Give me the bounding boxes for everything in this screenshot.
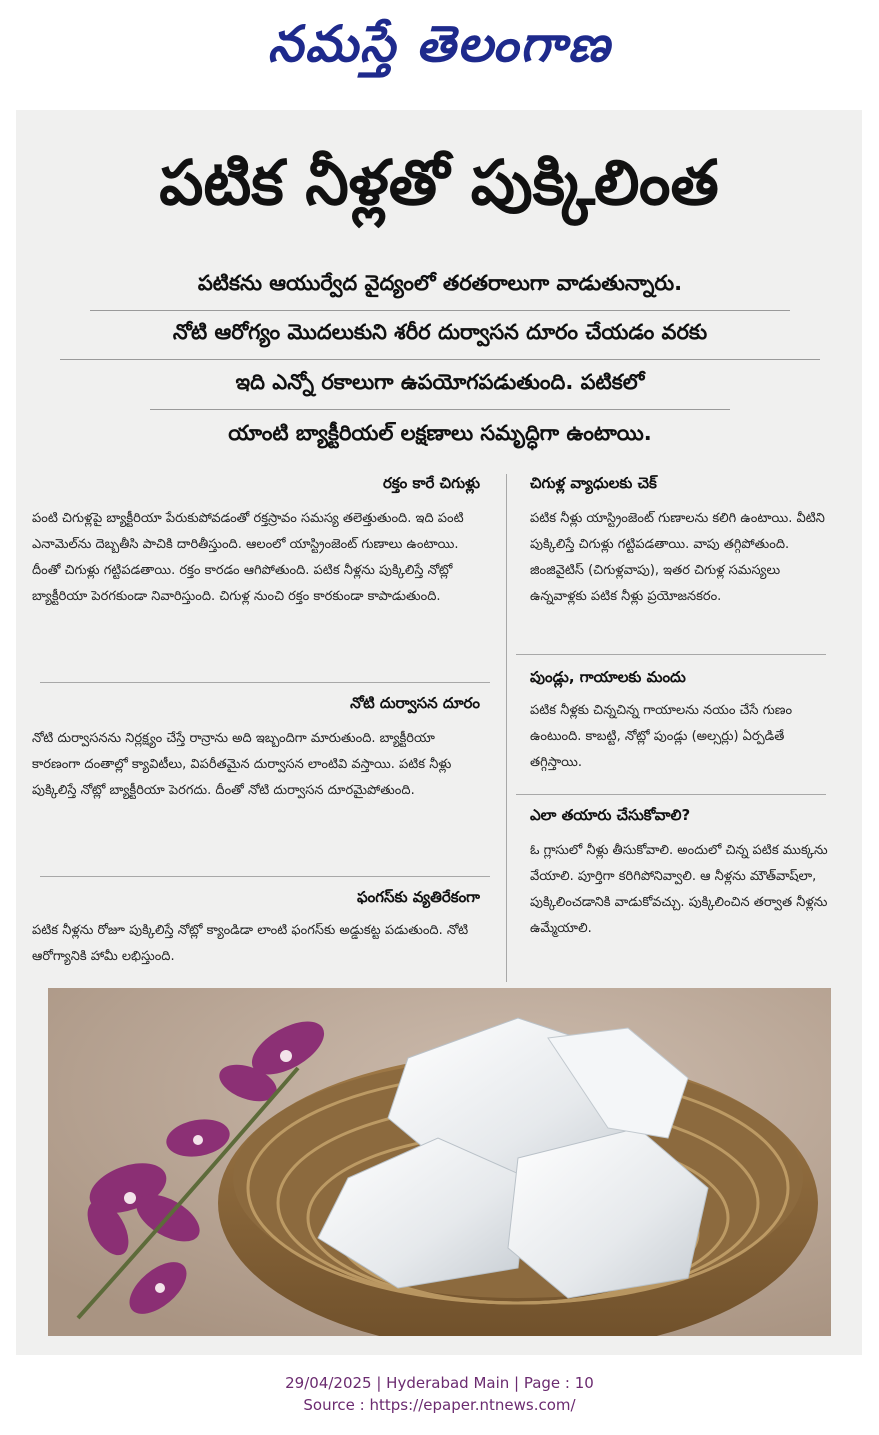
section-title-bleeding-gums: రక్తం కారే చిగుళ్లు bbox=[382, 474, 480, 492]
deck-line-4: యాంటి బ్యాక్టీరియల్ లక్షణాలు సమృద్ధిగా ఉంటాయి. bbox=[228, 421, 652, 445]
section-body-gum-disease: పటిక నీళ్లు యాస్ట్రింజెంట్ గుణాలను కలిగి ఉంటాయి. వీటిని పుక్కిలిస్తే చిగుళ్లు గట్టిపడతాయి. వాపు తగ్గిపోతుంది. జింజివైటిస్ (చిగుళ్లవాపు), ఇతర చిగుళ్ల సమస్యలు ఉన్నవాళ్లకు పటిక నీళ్లు ప్రయోజనకరం. bbox=[530, 511, 825, 604]
section-divider bbox=[40, 876, 490, 877]
deck-rule bbox=[60, 359, 820, 360]
section-body-wounds: పటిక నీళ్లకు చిన్నచిన్న గాయాలను నయం చేసే గుణం ఉంటుంది. కాబట్టి, నోట్లో పుండ్లు (అల్సర్లు) ఏర్పడితే తగ్గిస్తాయి. bbox=[530, 703, 793, 770]
section-title-gum-disease: చిగుళ్ల వ్యాధులకు చెక్ bbox=[530, 474, 657, 492]
alum-basket-photo bbox=[48, 988, 831, 1336]
masthead bbox=[0, 0, 879, 100]
deck-line-2: నోటి ఆరోగ్యం మొదలుకుని శరీర దుర్వాసన దూరం చేయడం వరకు bbox=[172, 320, 708, 344]
alum-basket-illustration bbox=[48, 988, 831, 1336]
deck-line-3: ఇది ఎన్నో రకాలుగా ఉపయోగపడుతుంది. పటికలో bbox=[235, 370, 645, 394]
deck-rule bbox=[150, 409, 730, 410]
newspaper-logo: నమస్తే తెలంగాణ bbox=[267, 14, 612, 73]
column-divider bbox=[506, 474, 507, 982]
section-divider bbox=[516, 654, 826, 655]
section-divider bbox=[40, 682, 490, 683]
footer-source: Source : https://epaper.ntnews.com/ bbox=[303, 1396, 576, 1414]
section-body-antifungal: పటిక నీళ్లను రోజూ పుక్కిలిస్తే నోట్లో క్యాండిడా లాంటి ఫంగస్‌కు అడ్డుకట్ట పడుతుంది. నోటి ఆరోగ్యానికి హామీ లభిస్తుంది. bbox=[32, 923, 469, 964]
section-title-wounds: పుండ్లు, గాయాలకు మందు bbox=[530, 668, 686, 686]
section-body-bleeding-gums: పంటి చిగుళ్లపై బ్యాక్టీరియా పేరుకుపోవడంతో రక్తస్రావం సమస్య తలెత్తుతుంది. ఇది పంటి ఎనామెల్‌ను దెబ్బతీసి పాచికి దారితీస్తుంది. ఆలంలో యాస్ట్రింజెంట్ గుణాలు ఉంటాయి. దీంతో చిగుళ్లు గట్టిపడతాయి. రక్తం కారడం ఆగిపోతుంది. పటిక నీళ్లను పుక్కిలిస్తే నోట్లో బ్యాక్టీరియా పెరగకుండా నివారిస్తుంది. చిగుళ్ల నుంచి రక్తం కారకుండా కాపాడుతుంది. bbox=[32, 511, 464, 604]
article-headline: పటిక నీళ్లతో పుక్కిలింత bbox=[159, 146, 719, 219]
section-divider bbox=[516, 794, 826, 795]
section-title-preparation: ఎలా తయారు చేసుకోవాలి? bbox=[530, 806, 691, 824]
section-body-preparation: ఓ గ్లాసులో నీళ్లు తీసుకోవాలి. అందులో చిన్న పటిక ముక్కను వేయాలి. పూర్తిగా కరిగిపోనివ్వాలి. ఆ నీళ్లను మౌత్‌వాష్‌లా, పుక్కిలించడానికి వాడుకోవచ్చు. పుక్కిలించిన తర్వాత నీళ్లను ఉమ్మేయాలి. bbox=[530, 843, 828, 936]
section-title-bad-breath: నోటి దుర్వాసన దూరం bbox=[350, 694, 480, 712]
footer-date-edition: 29/04/2025 | Hyderabad Main | Page : 10 bbox=[285, 1374, 594, 1392]
deck-rule bbox=[90, 310, 790, 311]
deck-line-1: పటికను ఆయుర్వేద వైద్యంలో తరతరాలుగా వాడుతున్నారు. bbox=[197, 271, 683, 295]
section-body-bad-breath: నోటి దుర్వాసనను నిర్లక్ష్యం చేస్తే రాన్రాను అది ఇబ్బందిగా మారుతుంది. బ్యాక్టీరియా కారణంగా దంతాల్లో క్యావిటీలు, విపరీతమైన దుర్వాసన లాంటివి వస్తాయి. పటిక నీళ్లు పుక్కిలిస్తే నోట్లో బ్యాక్టీరియా పెరగదు. దీంతో నోటి దుర్వాసన దూరమైపోతుంది. bbox=[32, 731, 452, 798]
section-title-antifungal: ఫంగస్‌కు వ్యతిరేకంగా bbox=[356, 888, 480, 906]
